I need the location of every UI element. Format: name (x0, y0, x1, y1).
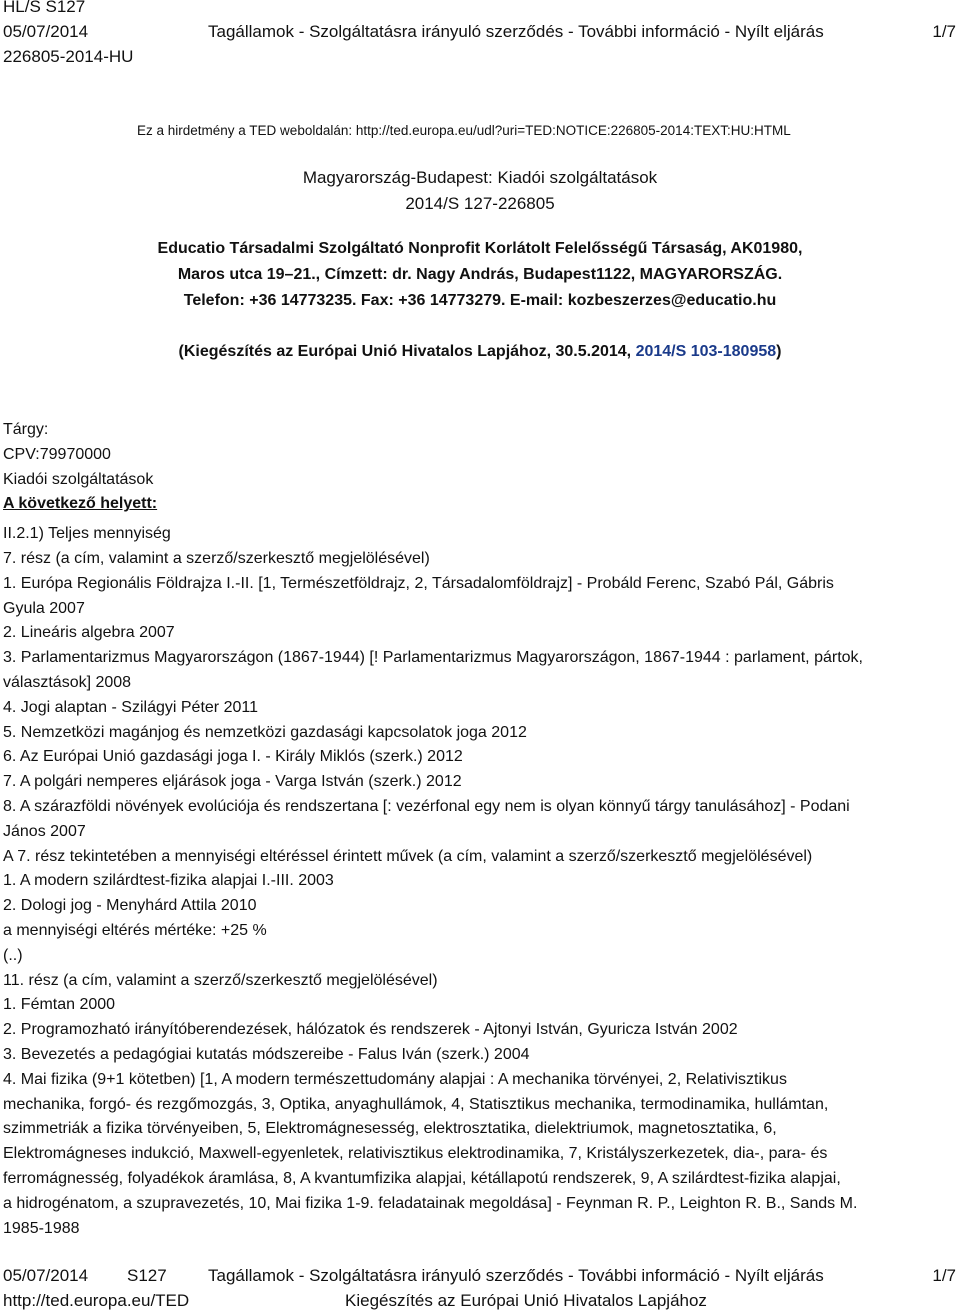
subject-label: Tárgy: (3, 421, 49, 438)
authority-line-3: Telefon: +36 14773235. Fax: +36 14773279. E-mail: kozbeszerzes@educatio.hu (183, 292, 777, 309)
cpv-description: Kiadói szolgáltatások (3, 470, 154, 488)
body-line: 2. Lineáris algebra 2007 (3, 624, 175, 642)
header-series: HL/S S127 (3, 0, 86, 16)
body-line: választások] 2008 (3, 673, 132, 691)
body-line: Elektromágneses indukció, Maxwell-egyenletek, relativisztikus elektrodinamika, 7, Kristályszerkezetek, dia-, para- és (3, 1145, 828, 1163)
footer-series: S127 (127, 1266, 167, 1285)
footer-page-number: 1/7 (932, 1266, 956, 1285)
footer-url[interactable]: http://ted.europa.eu/TED (3, 1291, 190, 1310)
body-line: 1. Fémtan 2000 (3, 996, 116, 1014)
body-line: II.2.1) Teljes mennyiség (3, 525, 171, 543)
body-line: (..) (3, 946, 23, 964)
body-line: 1. A modern szilárdtest-fizika alapjai I.-III. 2003 (3, 872, 334, 890)
original-notice-link[interactable]: 2014/S 103-180958 (635, 343, 777, 360)
contracting-authority (0, 236, 960, 314)
header-page-number: 1/7 (932, 22, 956, 41)
body-line: 6. Az Európai Unió gazdasági joga I. - Király Miklós (szerk.) 2012 (3, 748, 463, 766)
body-line: A 7. rész tekintetében a mennyiségi eltéréssel érintett művek (a cím, valamint a szerző/szerkesztő megjelölésével) (3, 847, 813, 865)
footer-title: Tagállamok - Szolgáltatásra irányuló szerződés - További információ - Nyílt eljárás (208, 1266, 824, 1285)
instead-of-heading: A következő helyett: (3, 495, 158, 513)
supplement-reference (0, 340, 960, 364)
body-line: 1. Európa Regionális Földrajza I.-II. [1, Természetföldrajz, 2, Társadalomföldrajz] - Probáld Ferenc, Szabó Pál, Gábris (3, 574, 834, 592)
body-line: 11. rész (a cím, valamint a szerző/szerkesztő megjelölésével) (3, 971, 438, 989)
body-line: 4. Jogi alaptan - Szilágyi Péter 2011 (3, 698, 258, 716)
notice-body (3, 418, 955, 1241)
body-line: 1985-1988 (3, 1219, 80, 1237)
body-line: mechanika, forgó- és rezgőmozgás, 3, Optika, anyaghullámok, 4, Statisztikus mechanika, termodinamika, hullámtan, (3, 1095, 829, 1113)
body-line: János 2007 (3, 822, 86, 840)
authority-line-1: Educatio Társadalmi Szolgáltató Nonprofit Korlátolt Felelősségű Társaság, AK01980, (157, 240, 803, 257)
body-line: a hidrogénatom, a szupravezetés, 10, Mai fizika 1-9. feladatainak megoldása] - Feynman R. P., Leighton R. B., Sands M. (3, 1194, 858, 1212)
header-title: Tagállamok - Szolgáltatásra irányuló szerződés - További információ - Nyílt eljárás (208, 22, 824, 41)
notice-title: Magyarország-Budapest: Kiadói szolgáltatások (302, 168, 658, 187)
supplement-suffix: ) (776, 343, 782, 360)
body-line: 8. A szárazföldi növények evolúciója és rendszertana [: vezérfonal egy nem is olyan könnyű tárgy tanulásához] - Podani (3, 797, 850, 815)
authority-line-2: Maros utca 19–21., Címzett: dr. Nagy András, Budapest1122, MAGYARORSZÁG. (177, 266, 783, 283)
body-line: 2. Programozható irányítóberendezések, hálózatok és rendszerek - Ajtonyi István, Gyuricza István 2002 (3, 1021, 738, 1039)
body-lines (3, 522, 955, 1241)
footer-journal: Kiegészítés az Európai Unió Hivatalos Lapjához (345, 1291, 707, 1310)
body-line: 7. A polgári nemperes eljárások joga - Varga István (szerk.) 2012 (3, 773, 462, 791)
body-line: 4. Mai fizika (9+1 kötetben) [1, A modern természettudomány alapjai : A mechanika törvényei, 2, Relativisztikus (3, 1070, 787, 1088)
body-line: 2. Dologi jog - Menyhárd Attila 2010 (3, 897, 257, 915)
footer-date: 05/07/2014 (3, 1266, 89, 1285)
body-line: ferromágnesség, folyadékok áramlása, 8, A kvantumfizika alapjai, kétállapotú rendszerek, 9, A szilárdtest-fizika alapjai, (3, 1169, 841, 1187)
header-notice-id: 226805-2014-HU (3, 47, 134, 66)
body-line: a mennyiségi eltérés mértéke: +25 % (3, 921, 267, 939)
notice-number: 2014/S 127-226805 (405, 194, 555, 213)
ted-notice-link[interactable]: Ez a hirdetmény a TED weboldalán: http://ted.europa.eu/udl?uri=TED:NOTICE:226805-2014:TEXT:HU:HTML (137, 123, 791, 138)
header-date: 05/07/2014 (3, 22, 89, 41)
body-line: 5. Nemzetközi magánjog és nemzetközi gazdasági kapcsolatok joga 2012 (3, 723, 527, 741)
body-line: szimmetriák a fizika törvényeiben, 5, Elektromágnesesség, elektrosztatika, dielektriumok, magnetosztatika, 6, (3, 1120, 777, 1138)
body-line: Gyula 2007 (3, 599, 85, 617)
body-line: 7. rész (a cím, valamint a szerző/szerkesztő megjelölésével) (3, 549, 430, 567)
body-line: 3. Parlamentarizmus Magyarországon (1867-1944) [! Parlamentarizmus Magyarországon, 1867-1944 : parlament, pártok, (3, 649, 863, 667)
supplement-prefix: (Kiegészítés az Európai Unió Hivatalos Lapjához, 30.5.2014, (178, 343, 636, 360)
body-line: 3. Bevezetés a pedagógiai kutatás módszereibe - Falus Iván (szerk.) 2004 (3, 1045, 530, 1063)
cpv-code: CPV:79970000 (3, 445, 111, 463)
